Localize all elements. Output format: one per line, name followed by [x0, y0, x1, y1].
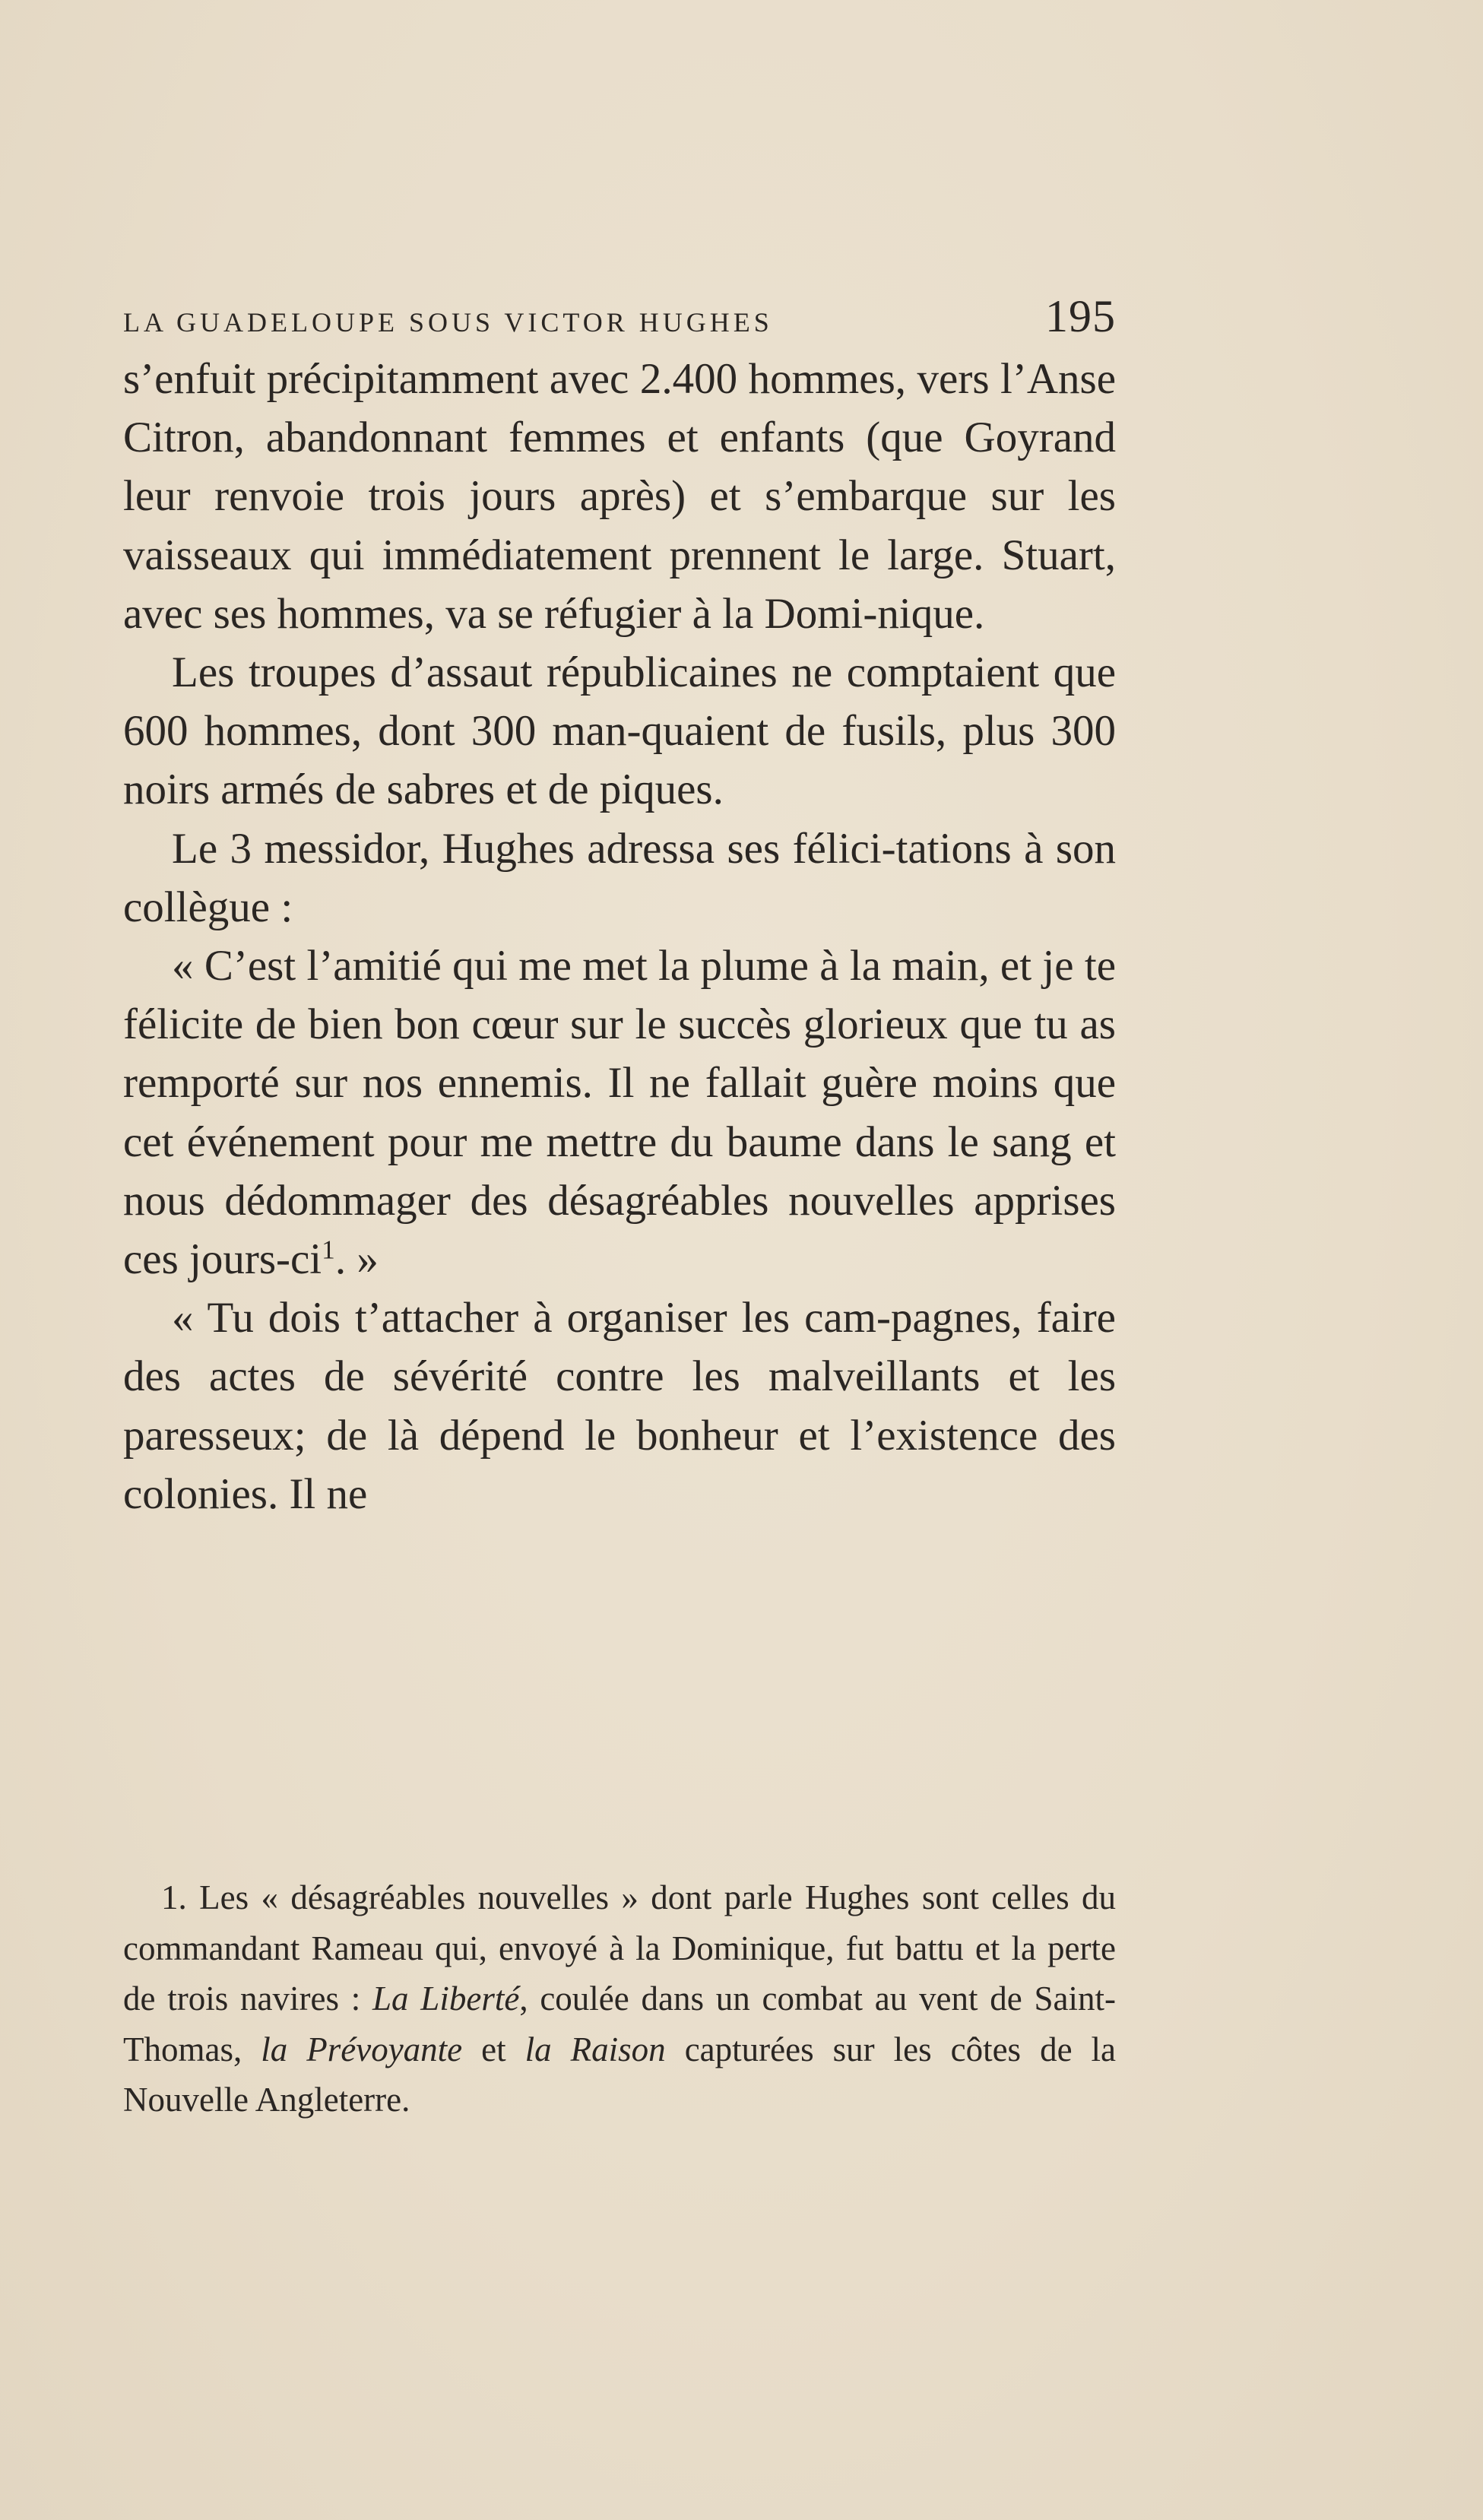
body-text	[123, 350, 1116, 1523]
ship-name: la Prévoyante	[261, 2030, 463, 2068]
ship-name: La Liberté	[372, 1980, 520, 2018]
paragraph: Les troupes d’assaut républicaines ne comptaient que 600 hommes, dont 300 man-quaient de fusils, plus 300 noirs armés de sabres et de piques.	[123, 648, 1116, 814]
footnote-reference: 1	[322, 1235, 335, 1265]
paragraph: « C’est l’amitié qui me met la plume à la main, et je te félicite de bien bon cœur sur le succès glorieux que tu as remporté sur nos ennemis. Il ne fallait guère moins que cet événement pour me mettre du baume dans le sang et nous dédommager des désagréables nouvelles apprises ces jours-$ci^1$. »	[123, 942, 1116, 1284]
page-number: 195	[1045, 291, 1116, 341]
paragraph: s’enfuit précipitamment avec 2.400 hommes, vers l’Anse Citron, abandonnant femmes et enfants (que Goyrand leur renvoie trois jours après) et s’embarque sur les vaisseaux qui immédiatement prennent le large. Stuart, avec ses hommes, va se réfugier à la Domi-nique.	[123, 355, 1116, 638]
footnotes	[123, 1872, 1116, 2125]
footnote: 1. Les « désagréables nouvelles » dont parle Hughes sont celles du commandant Rameau qui, envoyé à la Dominique, fut battu et la perte de trois navires : La Liberté, coulée dans un combat au vent de Saint-Thomas, la Prévoyante et la Raison capturées sur les côtes de la Nouvelle Angleterre.	[123, 1878, 1117, 2119]
paragraph: « Tu dois t’attacher à organiser les cam-pagnes, faire des actes de sévérité contre les malveillants et les paresseux; de là dépend le bonheur et l’existence des colonies. Il ne	[123, 1294, 1116, 1518]
running-head	[123, 290, 1116, 344]
footnote-number: 1.	[161, 1878, 187, 1916]
ship-name: la Raison	[524, 2030, 666, 2068]
running-head-title: LA GUADELOUPE SOUS VICTOR HUGHES	[123, 307, 773, 338]
paragraph: Le 3 messidor, Hughes adressa ses félici-tations à son collègue :	[123, 824, 1116, 931]
